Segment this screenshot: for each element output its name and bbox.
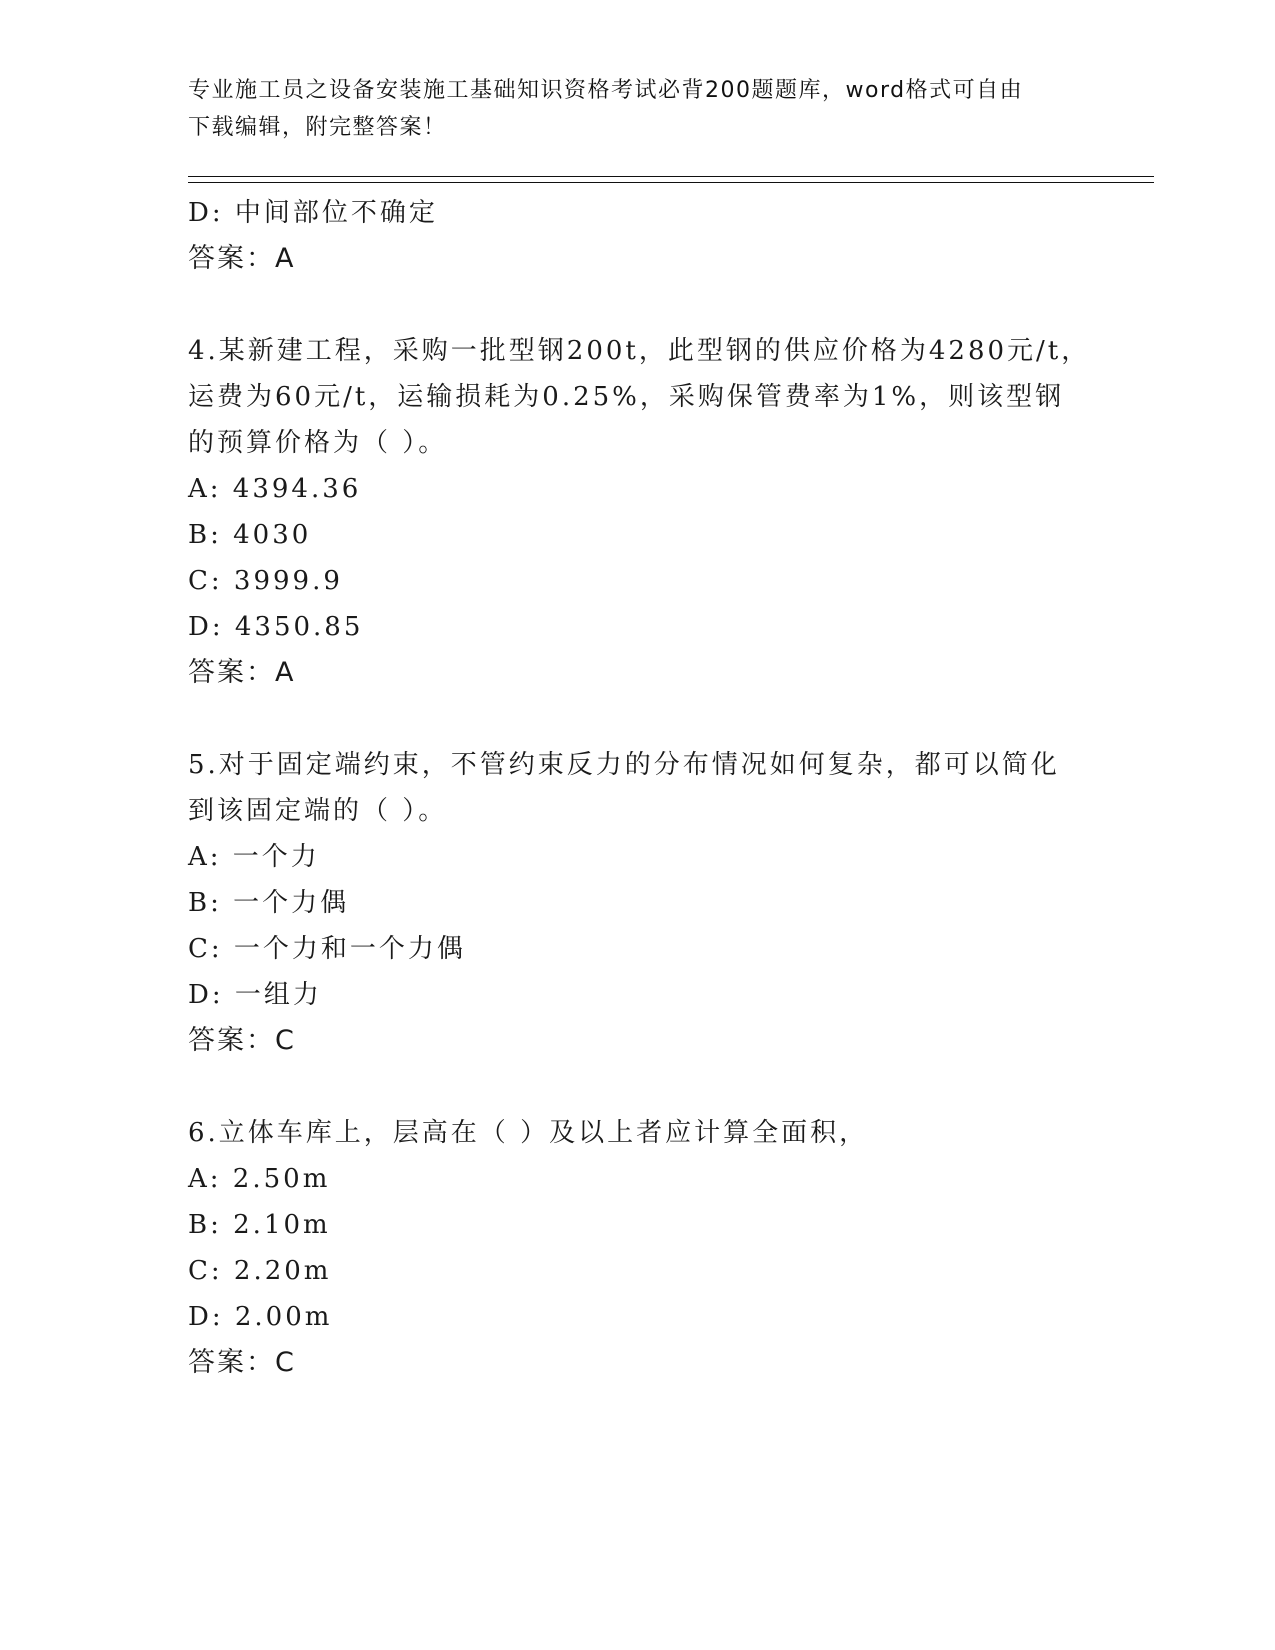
option-c: C: 3999.9 (188, 566, 343, 596)
question-text-line: 到该固定端的（ ）。 (188, 796, 448, 826)
answer-line: 答案：C (188, 1347, 296, 1378)
answer-line: 答案：A (188, 657, 296, 688)
question-4 (188, 328, 1091, 696)
previous-question-tail (188, 190, 1088, 282)
question-text-line: 6.立体车库上，层高在（ ）及以上者应计算全面积， (188, 1118, 869, 1148)
option-b: B: 一个力偶 (188, 888, 350, 918)
document-header (188, 72, 1068, 146)
option-a: A: 2.50m (188, 1164, 331, 1194)
option-c: C: 一个力和一个力偶 (188, 934, 466, 964)
question-5 (188, 742, 1088, 1064)
option-b: B: 4030 (188, 520, 312, 550)
option-d: D: 4350.85 (188, 612, 364, 642)
spacer (188, 696, 1088, 742)
question-text-line: 运费为60元/t，运输损耗为0.25%，采购保管费率为1%，则该型钢 (188, 382, 1065, 412)
option-a: A: 一个力 (188, 842, 320, 872)
spacer (188, 282, 1088, 328)
header-title-line-1: 专业施工员之设备安装施工基础知识资格考试必背200题题库，word格式可自由 (188, 78, 1024, 103)
document-content (188, 190, 1091, 1386)
option-b: B: 2.10m (188, 1210, 331, 1240)
option-c: C: 2.20m (188, 1256, 332, 1286)
header-title-line-2: 下载编辑，附完整答案！ (188, 115, 447, 140)
option-d: D: 2.00m (188, 1302, 333, 1332)
answer-line: 答案：A (188, 243, 296, 274)
option-d: D: 中间部位不确定 (188, 198, 438, 228)
question-text-line: 5.对于固定端约束，不管约束反力的分布情况如何复杂，都可以简化 (188, 750, 1060, 780)
question-text-line: 4.某新建工程，采购一批型钢200t，此型钢的供应价格为4280元/t， (188, 336, 1091, 366)
option-d: D: 一组力 (188, 980, 322, 1010)
question-text-line: 的预算价格为（ ）。 (188, 428, 448, 458)
spacer (188, 1064, 1088, 1110)
answer-line: 答案：C (188, 1025, 296, 1056)
question-6 (188, 1110, 1088, 1386)
header-divider (188, 176, 1154, 183)
option-a: A: 4394.36 (188, 474, 362, 504)
